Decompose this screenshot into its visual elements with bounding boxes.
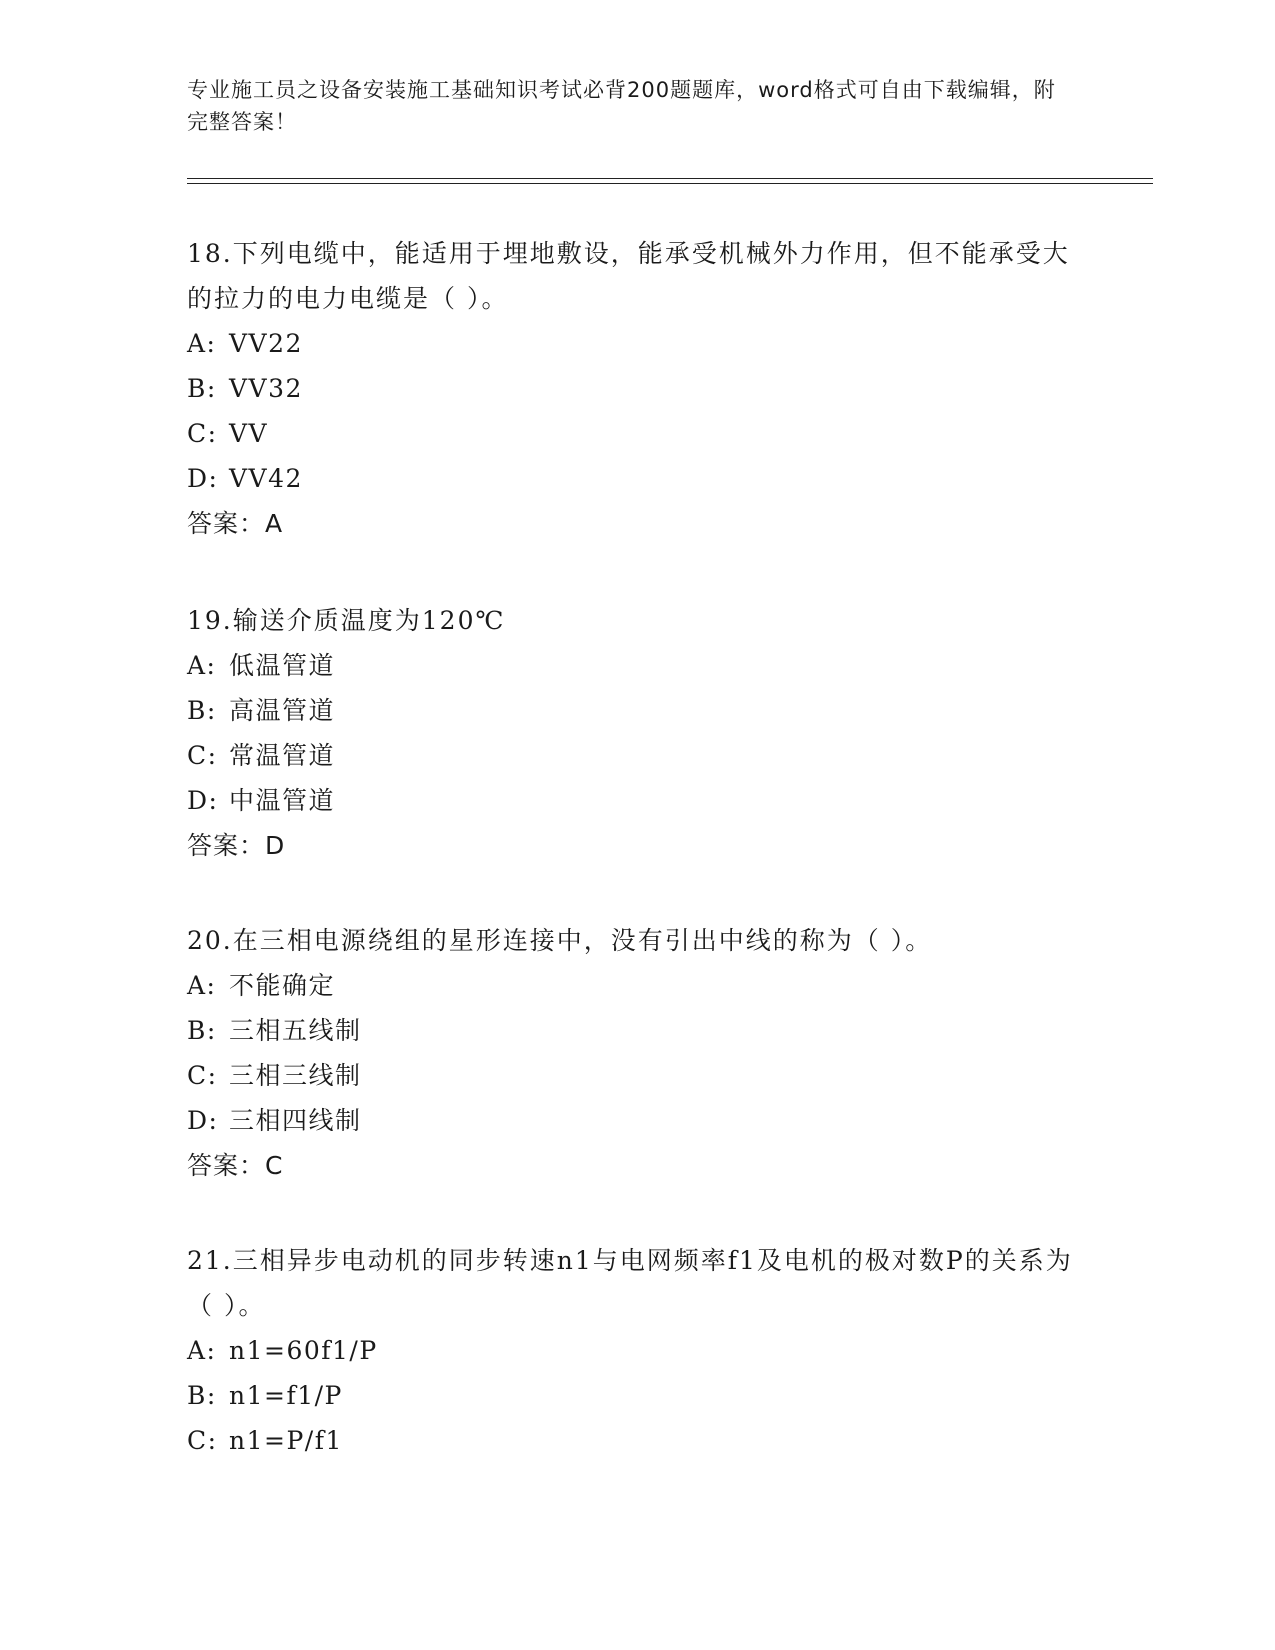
question-text: 18.下列电缆中，能适用于埋地敷设，能承受机械外力作用，但不能承受大的拉力的电力电缆是（ ）。 [187,239,1070,313]
option-text: VV42 [229,464,303,493]
question-18 [187,231,1087,546]
option-text: VV [229,419,269,448]
option-text: 三相三线制 [229,1061,362,1090]
question-20 [187,918,1087,1188]
option-d [187,1098,1087,1143]
option-d [187,456,1087,501]
option-letter: B: [187,1381,217,1410]
question-text: 21.三相异步电动机的同步转速n1与电网频率f1及电机的极对数P的关系为（ ）。 [187,1246,1073,1320]
option-letter: C: [187,1061,218,1090]
option-letter: A: [187,329,217,358]
option-letter: B: [187,1016,217,1045]
question-text: 19.输送介质温度为120℃ [187,606,506,635]
option-text: 不能确定 [229,971,336,1000]
option-b [187,1373,1087,1418]
option-text: 常温管道 [229,741,336,770]
option-a [187,1328,1087,1373]
option-letter: A: [187,651,217,680]
question-21 [187,1238,1087,1463]
option-text: VV32 [229,374,303,403]
option-letter: D: [187,1106,219,1135]
option-b [187,688,1087,733]
answer-line: 答案：D [187,831,286,860]
option-a [187,963,1087,1008]
option-text: 三相四线制 [229,1106,362,1135]
option-a [187,321,1087,366]
option-c [187,1418,1087,1463]
option-c [187,1053,1087,1098]
option-letter: C: [187,419,218,448]
option-b [187,1008,1087,1053]
document-header: 专业施工员之设备安装施工基础知识考试必背200题题库，word格式可自由下载编辑，附完整答案！ [187,78,1056,134]
question-19 [187,598,1087,868]
answer-line: 答案：A [187,509,284,538]
option-letter: D: [187,464,219,493]
option-text: 高温管道 [229,696,336,725]
option-b [187,366,1087,411]
option-letter: A: [187,1336,217,1365]
question-text: 20.在三相电源绕组的星形连接中，没有引出中线的称为（ ）。 [187,926,933,955]
option-text: 三相五线制 [229,1016,362,1045]
option-letter: C: [187,741,218,770]
option-text: 中温管道 [229,786,336,815]
header-divider-bottom [187,183,1153,184]
option-letter: B: [187,696,217,725]
option-a [187,643,1087,688]
answer-line: 答案：C [187,1151,284,1180]
option-text: n1=60f1/P [229,1336,378,1365]
option-letter: D: [187,786,219,815]
option-text: 低温管道 [229,651,336,680]
option-letter: B: [187,374,217,403]
option-letter: C: [187,1426,218,1455]
option-text: VV22 [229,329,303,358]
option-c [187,733,1087,778]
option-d [187,778,1087,823]
option-letter: A: [187,971,217,1000]
header-divider-top [187,178,1153,179]
option-c [187,411,1087,456]
option-text: n1=f1/P [229,1381,343,1410]
option-text: n1=P/f1 [229,1426,343,1455]
